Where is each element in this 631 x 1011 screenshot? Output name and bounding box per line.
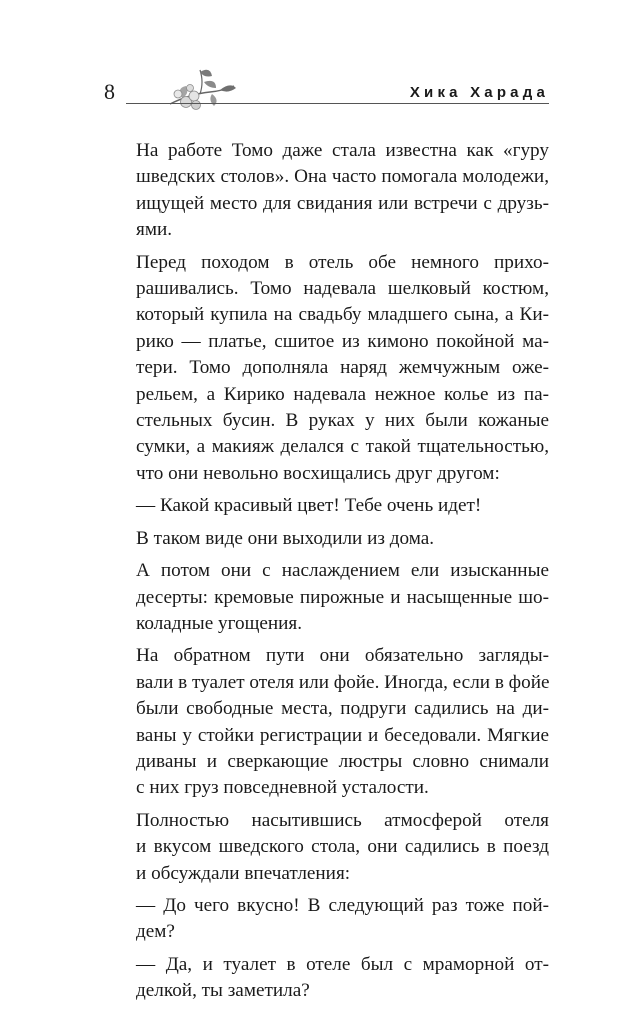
paragraph (104, 558, 549, 637)
paragraph (104, 526, 549, 552)
text-line: рельем, а Кирико надевала нежное колье из па- (136, 383, 549, 405)
text-line: стельных бусин. В руках у них были кожаные (136, 410, 549, 432)
text-line: дем? (136, 921, 175, 943)
text-line: рико — платье, сшитое из кимоно покойной ма- (136, 330, 549, 352)
paragraph (104, 138, 549, 244)
text-line: с них груз повседневной усталости. (136, 777, 429, 799)
text-line: А потом они с наслаждением ели изысканные (136, 560, 549, 582)
paragraph (104, 250, 549, 488)
text-line: который купила на свадьбу младшего сына, а Ки- (136, 304, 549, 326)
text-line: — Какой красивый цвет! Тебе очень идет! (136, 495, 482, 517)
paragraph (104, 893, 549, 946)
paragraph (104, 808, 549, 887)
text-line: были свободные места, подруги садились на ди- (136, 698, 549, 720)
text-line: и вкусом шведского стола, они садились в поезд (136, 836, 549, 858)
text-line: что они невольно восхищались друг другом: (136, 462, 500, 484)
text-line: Перед походом в отель обе немного прихо- (136, 251, 549, 273)
text-line: делкой, ты заметила? (136, 980, 310, 1002)
text-line: В таком виде они выходили из дома. (136, 527, 435, 549)
text-line: вали в туалет отеля или фойе. Иногда, если в фойе (136, 671, 550, 693)
text-line: — До чего вкусно! В следующий раз тоже пой- (136, 894, 549, 916)
paragraph (104, 643, 549, 801)
page-number: 8 (104, 79, 115, 104)
paragraph (104, 952, 549, 1005)
text-line: ями. (136, 219, 173, 241)
text-line: и обсуждали впечатления: (136, 862, 351, 884)
text-line: диваны и сверкающие люстры словно снимали (136, 750, 549, 772)
header-rule (126, 103, 549, 104)
paragraph (104, 493, 549, 519)
body-text (104, 138, 549, 1011)
text-line: На работе Томо даже стала известна как «гуру (136, 140, 549, 161)
text-line: коладные угощения. (136, 612, 303, 634)
text-line: десерты: кремовые пирожные и насыщенные шо- (136, 586, 549, 608)
text-line: — Да, и туалет в отеле был с мраморной от- (136, 953, 549, 975)
running-head (104, 64, 549, 108)
text-line: ваны у стойки регистрации и беседовали. Мягкие (136, 724, 549, 746)
author-name: Хика Харада (409, 84, 549, 101)
text-line: рашивались. Томо надевала шелковый костюм, (136, 278, 549, 300)
text-line: тери. Томо дополняла наряд жемчужным оже- (136, 357, 549, 379)
text-line: ищущей место для свидания или встречи с друзь- (136, 192, 549, 214)
text-line: сумки, а макияж делался с такой тщательностью, (136, 436, 549, 458)
text-line: На обратном пути они обязательно загляды- (136, 645, 549, 667)
text-line: Полностью насытившись атмосферой отеля (136, 809, 549, 831)
text-line: шведских столов». Она часто помогала молодежи, (136, 166, 549, 188)
